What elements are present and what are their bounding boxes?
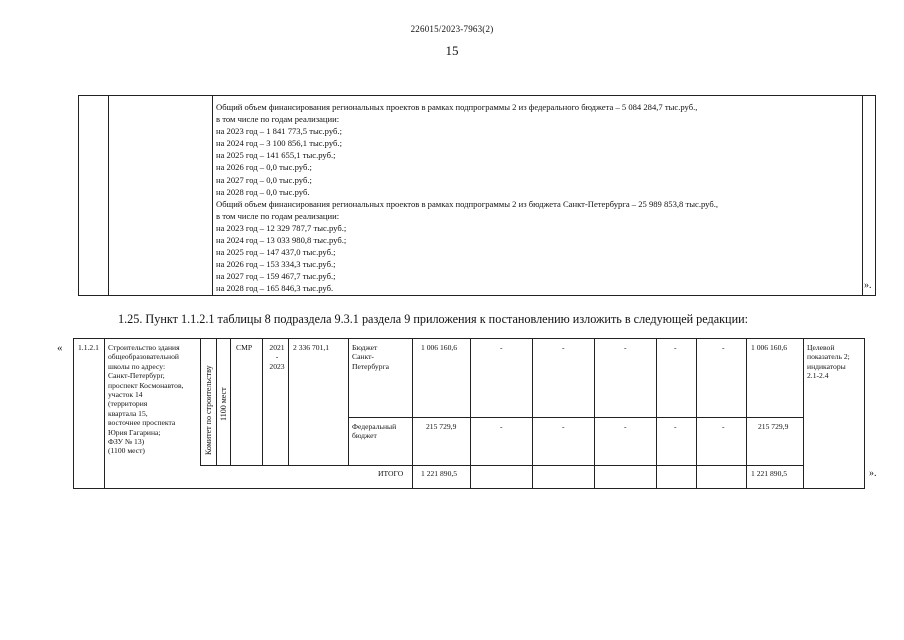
closing-quote: ». <box>869 468 877 479</box>
total-spb: 1 006 160,6 <box>751 343 788 352</box>
opening-quote: « <box>57 342 63 354</box>
object-name-line: проспект Космонавтов, <box>108 380 184 390</box>
table-divider <box>216 339 217 465</box>
object-name-line: (территория <box>108 399 148 409</box>
financing-line: в том числе по годам реализации: <box>216 210 340 221</box>
table-divider <box>230 339 231 465</box>
object-name-line: (1100 мест) <box>108 446 145 456</box>
document-id: 226015/2023-7963(2) <box>410 24 494 34</box>
financing-line: Общий объем финансирования региональных проектов в рамках подпрограммы 2 из федерального бюджета – 5 084 284,7 тыс.руб., <box>216 102 698 112</box>
itogo-label: ИТОГО <box>378 469 404 478</box>
financing-line: на 2023 год – 1 841 773,5 тыс.руб.; <box>216 126 342 137</box>
source-line: Петербурга <box>352 361 389 371</box>
financing-line: на 2027 год – 159 467,7 тыс.руб.; <box>216 271 336 282</box>
dash-cell: - <box>562 343 565 352</box>
financing-line: Общий объем финансирования региональных проектов в рамках подпрограммы 2 из бюджета Санкт-Петербурга – 25 989 853,8 тыс.руб., <box>216 198 719 209</box>
dash-cell: - <box>674 422 677 431</box>
amount-spb: 1 006 160,6 <box>421 343 458 352</box>
target-indicator <box>807 343 865 381</box>
target-line: индикаторы <box>807 361 846 371</box>
page-number: 15 <box>445 43 459 58</box>
table-divider <box>348 417 804 418</box>
financing-line: на 2023 год – 12 329 787,7 тыс.руб.; <box>216 222 347 233</box>
work-type: СМР <box>236 343 253 352</box>
object-name-line: восточнее проспекта <box>108 418 176 428</box>
object-name-line: Санкт-Петербург, <box>108 371 165 381</box>
financing-line: на 2024 год – 3 100 856,1 тыс.руб.; <box>216 138 342 149</box>
customer-vertical: Комитет по строительству <box>204 365 213 455</box>
financing-line: на 2024 год – 13 033 980,8 тыс.руб.; <box>216 235 347 246</box>
dash-cell: - <box>722 343 725 352</box>
capacity-vertical: 1100 мест <box>219 387 228 421</box>
table-divider <box>104 339 105 488</box>
source-line: Санкт- <box>352 352 374 362</box>
years <box>266 343 288 371</box>
project-table <box>73 338 865 489</box>
target-line: показатель 2; <box>807 352 850 362</box>
table-divider <box>200 465 804 466</box>
years-line: 2021 <box>269 343 285 352</box>
source-federal <box>352 422 396 441</box>
financing-line: на 2025 год – 141 655,1 тыс.руб.; <box>216 150 336 161</box>
object-name-line: Строительство здания <box>108 343 180 352</box>
amount-federal: 215 729,9 <box>426 422 457 431</box>
object-name <box>108 343 200 456</box>
years-line: - <box>275 352 279 362</box>
table-divider <box>212 96 213 295</box>
dash-cell: - <box>624 343 627 352</box>
dash-cell: - <box>500 422 503 431</box>
dash-cell: - <box>624 422 627 431</box>
financing-line: на 2026 год – 153 334,3 тыс.руб.; <box>216 259 336 270</box>
object-name-line: школы по адресу: <box>108 361 166 371</box>
total-federal: 215 729,9 <box>758 422 789 431</box>
dash-cell: - <box>722 422 725 431</box>
years-line: 2023 <box>269 361 285 371</box>
table-divider <box>862 96 863 295</box>
financing-line: на 2026 год – 0,0 тыс.руб.; <box>216 162 312 173</box>
financing-line: на 2028 год – 165 846,3 тыс.руб. <box>216 283 334 294</box>
object-name-line: общеобразовательной <box>108 352 179 362</box>
itogo-amount: 1 221 890,5 <box>421 469 458 478</box>
source-spb <box>352 343 389 371</box>
object-name-line: квартала 15, <box>108 408 148 418</box>
amendment-paragraph: 1.25. Пункт 1.1.2.1 таблицы 8 подраздела 9.3.1 раздела 9 приложения к постановлению изложить в следующей редакции: <box>118 312 749 326</box>
target-line: Целевой <box>807 343 835 352</box>
target-line: 2.1-2.4 <box>807 371 829 381</box>
object-name-line: Юрия Гагарина; <box>108 427 161 437</box>
itogo-total: 1 221 890,5 <box>751 469 788 478</box>
table-divider <box>288 339 289 465</box>
financing-text <box>216 101 856 295</box>
table-divider <box>108 96 109 295</box>
dash-cell: - <box>500 343 503 352</box>
financing-line: на 2025 год – 147 437,0 тыс.руб.; <box>216 247 336 258</box>
financing-line: на 2027 год – 0,0 тыс.руб.; <box>216 174 312 185</box>
table-divider <box>200 339 201 465</box>
total-cost: 2 336 701,1 <box>293 343 330 352</box>
dash-cell: - <box>674 343 677 352</box>
table-divider <box>262 339 263 465</box>
financing-line: на 2028 год – 0,0 тыс.руб. <box>216 186 310 197</box>
closing-quote: ». <box>864 280 872 291</box>
source-line: Федеральный <box>352 422 397 431</box>
row-number: 1.1.2.1 <box>78 343 99 352</box>
financing-line: в том числе по годам реализации: <box>216 114 340 125</box>
object-name-line: ФЗУ № 13) <box>108 437 145 447</box>
dash-cell: - <box>562 422 565 431</box>
source-line: бюджет <box>352 431 377 441</box>
table-divider <box>348 339 349 465</box>
source-line: Бюджет <box>352 343 378 352</box>
object-name-line: участок 14 <box>108 390 143 400</box>
